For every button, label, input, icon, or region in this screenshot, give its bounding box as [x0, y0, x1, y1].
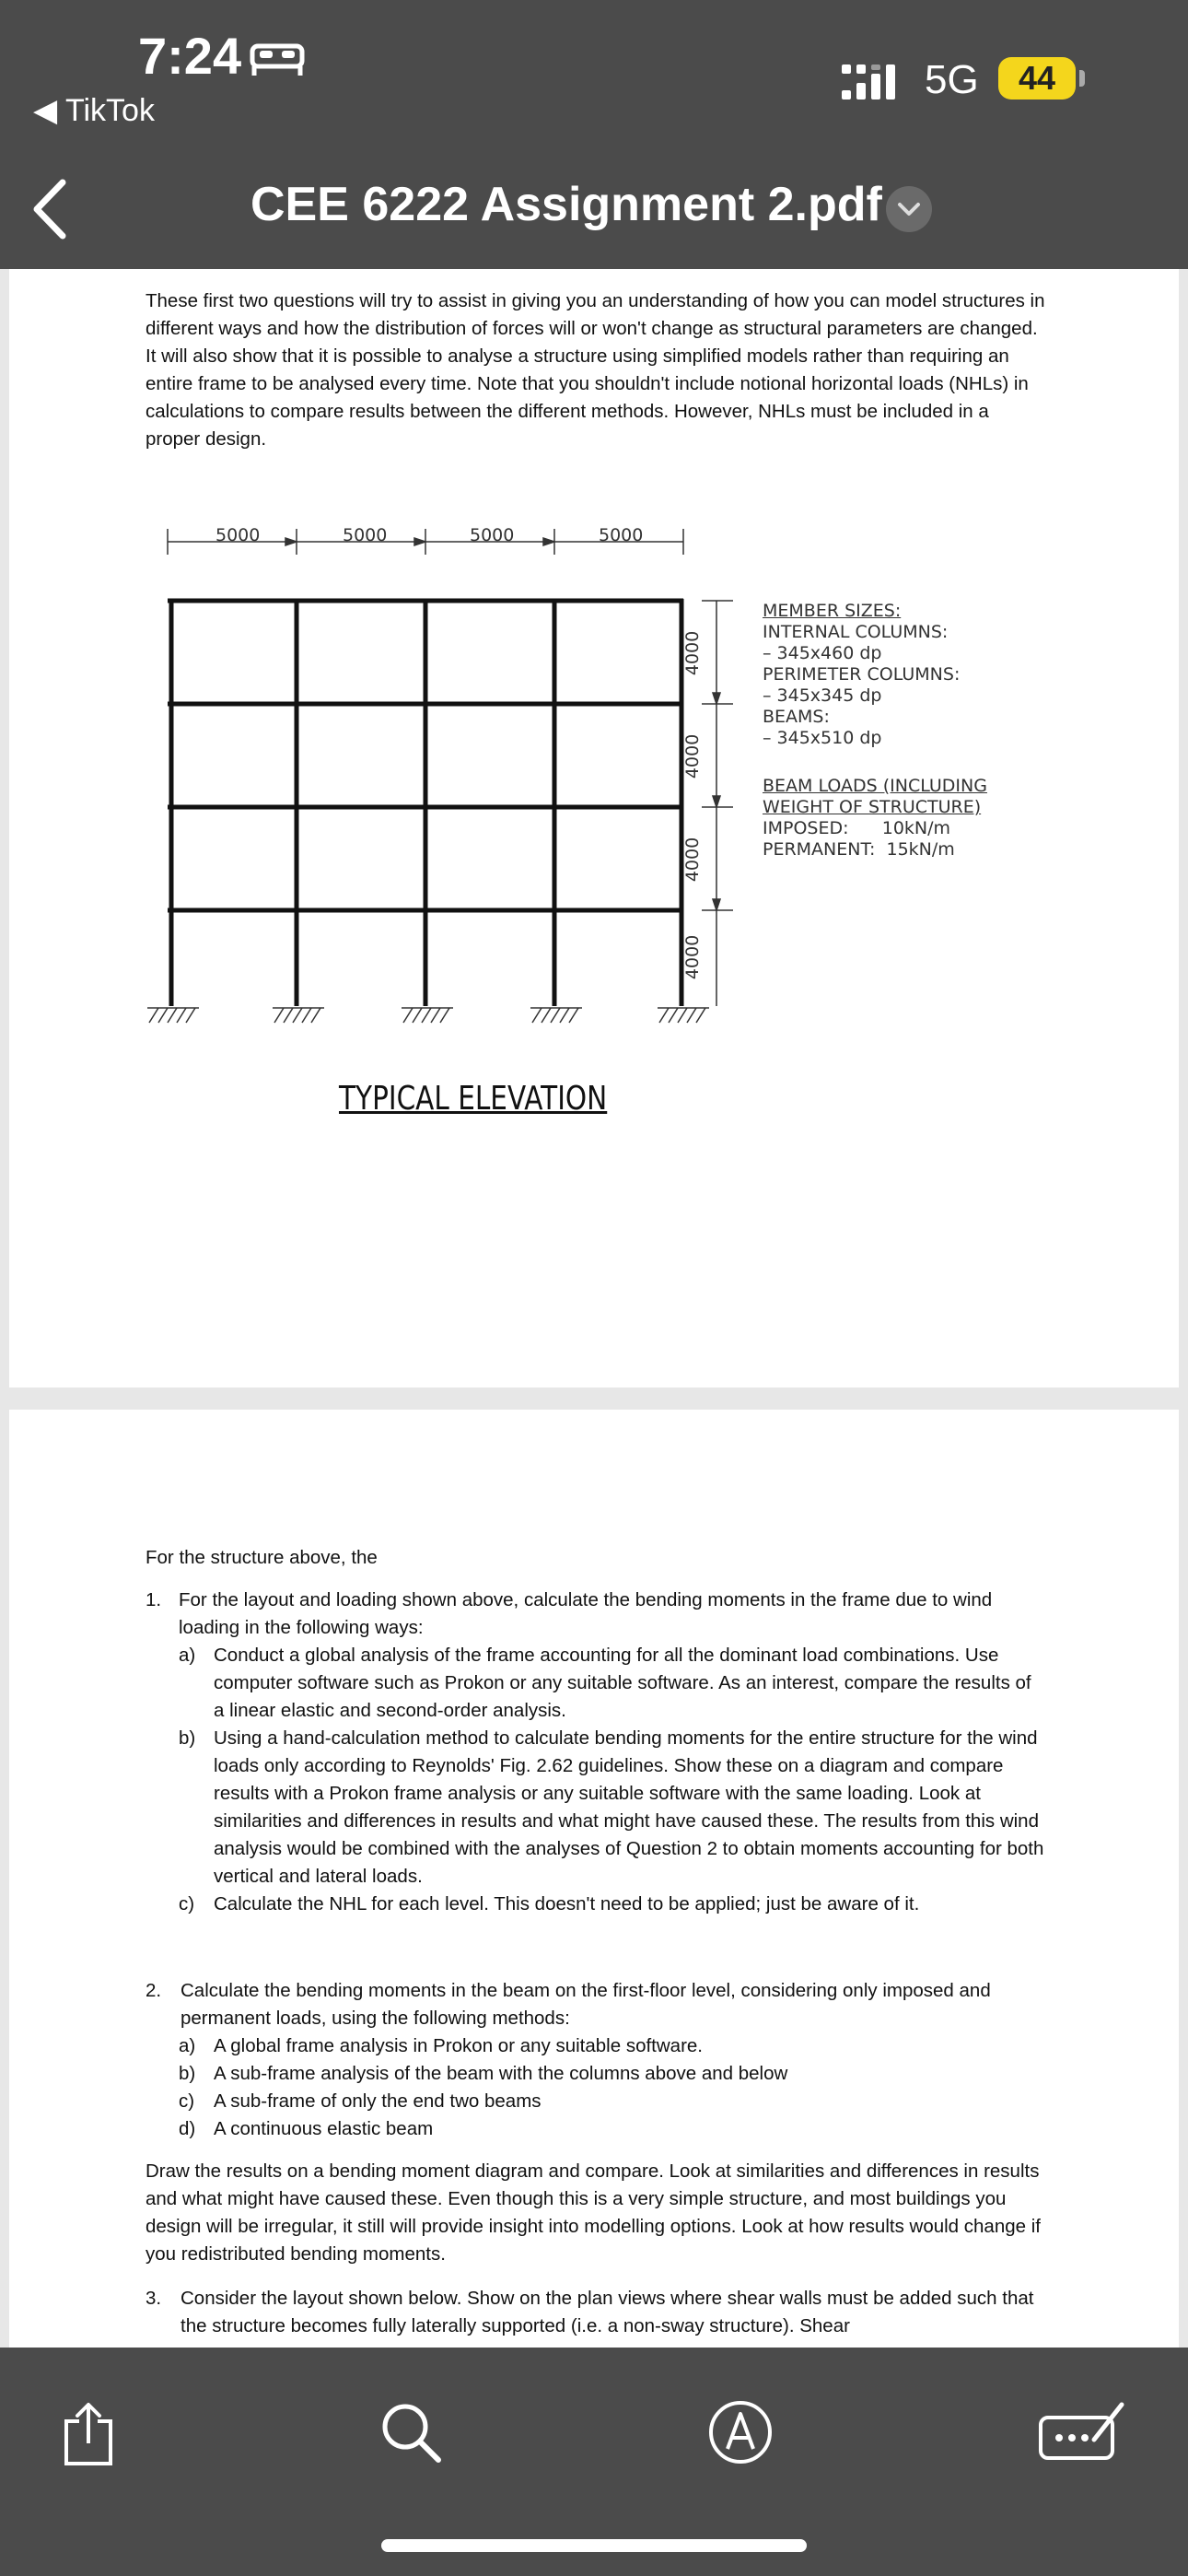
q2-number: 2.	[146, 1980, 162, 2001]
home-indicator[interactable]	[381, 2539, 807, 2552]
note-internal-size: – 345x460 dp	[763, 643, 882, 663]
pdf-page-2	[9, 1410, 1179, 2348]
storey-dim-3: 4000	[682, 837, 704, 883]
note-internal-columns: INTERNAL COLUMNS:	[763, 622, 949, 642]
bay-dim-4: 5000	[599, 525, 644, 545]
pdf-page-1	[9, 269, 1179, 1388]
drawing-caption: TYPICAL ELEVATION	[339, 1080, 608, 1118]
imposed-load: IMPOSED: 10kN/m	[763, 818, 951, 838]
intro-paragraph: These first two questions will try to assist in giving you an understanding of how you can model structures in different ways and how the distribution of forces will or won't change as structural parameters are changed. It will also show that it is possible to analyse a structure using simplified models rather than requiring an entire frame to be analysed every time. Note that you shouldn't include notional horizontal loads (NHLs) in calculations to compare results between the different methods. However, NHLs must be included in a proper design.	[146, 290, 1045, 450]
signature-icon[interactable]	[1037, 2395, 1129, 2465]
q2-text: Calculate the bending moments in the beam on the first-floor level, considering only imposed and permanent loads, using the following methods:	[181, 1980, 991, 2029]
frame-elevation-drawing	[9, 509, 1179, 1006]
q1-text: For the layout and loading shown above, calculate the bending moments in the frame due to wind loading in the following ways:	[179, 1589, 993, 1638]
q2b-text: A sub-frame analysis of the beam with the columns above and below	[214, 2063, 788, 2084]
q3-text: Consider the layout shown below. Show on the plan views where shear walls must be added such that the structure becomes fully laterally supported (i.e. a non-sway structure). Shear	[181, 2288, 1034, 2336]
note-beams-size: – 345x510 dp	[763, 728, 882, 748]
q2d-label: d)	[179, 2118, 196, 2139]
back-chevron-icon[interactable]	[29, 177, 70, 241]
q2-after-paragraph: Draw the results on a bending moment diagram and compare. Look at similarities and differences in results and what might have caused these. Even though this is a very simple structure, and most buildings you design will be irregular, it still will provide insight into modelling options. Look at how results would change if you redistributed bending moments.	[146, 2160, 1041, 2265]
markup-icon[interactable]	[707, 2399, 774, 2465]
search-icon[interactable]	[379, 2401, 444, 2465]
share-icon[interactable]	[59, 2399, 118, 2469]
q1c-text: Calculate the NHL for each level. This doesn't need to be applied; just be aware of it.	[214, 1893, 920, 1914]
title-menu-button[interactable]	[886, 186, 932, 232]
columns	[171, 599, 681, 1006]
permanent-load: PERMANENT: 15kN/m	[763, 839, 955, 860]
beam-loads-heading-2: WEIGHT OF STRUCTURE)	[763, 797, 982, 817]
q2a-label: a)	[179, 2035, 196, 2056]
bay-dim-2: 5000	[343, 525, 388, 545]
storey-dim-1: 4000	[682, 630, 704, 676]
beam-loads-heading: BEAM LOADS (INCLUDING	[763, 776, 987, 796]
fixed-supports	[9, 1006, 1179, 1034]
chevron-down-icon	[886, 186, 932, 232]
q1-number: 1.	[146, 1589, 162, 1610]
q1c-label: c)	[179, 1893, 195, 1914]
note-perimeter-size: – 345x345 dp	[763, 685, 882, 706]
q1b-label: b)	[179, 1727, 196, 1749]
q1a-label: a)	[179, 1645, 196, 1666]
network-type: 5G	[925, 57, 979, 102]
status-time: 7:24	[138, 27, 242, 85]
cellular-signal-icon	[840, 61, 904, 101]
battery-cap	[1079, 70, 1085, 87]
note-perimeter-columns: PERIMETER COLUMNS:	[763, 664, 961, 685]
q2c-text: A sub-frame of only the end two beams	[214, 2090, 542, 2112]
bay-dim-1: 5000	[215, 525, 261, 545]
q1a-text: Conduct a global analysis of the frame accounting for all the dominant load combinations. Use computer software such as Prokon or any suitable software. As an interest, compare the results of a linear elastic and second-order analysis.	[214, 1645, 1031, 1721]
sleep-focus-icon	[249, 39, 306, 77]
page2-lead: For the structure above, the	[146, 1547, 378, 1568]
q2b-label: b)	[179, 2063, 196, 2084]
back-to-app[interactable]: ◀ TikTok	[33, 93, 155, 128]
q3-number: 3.	[146, 2288, 162, 2309]
battery-level: 44	[998, 57, 1076, 100]
q2c-label: c)	[179, 2090, 195, 2112]
bay-dim-3: 5000	[470, 525, 515, 545]
storey-dim-2: 4000	[682, 733, 704, 779]
q1b-text: Using a hand-calculation method to calculate bending moments for the entire structure for the wind loads only according to Reynolds' Fig. 2.62 guidelines. Show these on a diagram and compare results with a Prokon frame analysis or any suitable software with the same loading. Look at similarities and differences in results and what might have caused these. The results from this wind analysis would be combined with the analyses of Question 2 to obtain moments accounting for both vertical and lateral loads.	[214, 1727, 1044, 1887]
status-and-nav-bar	[0, 0, 1188, 269]
q2d-text: A continuous elastic beam	[214, 2118, 434, 2139]
note-beams: BEAMS:	[763, 707, 830, 727]
q2a-text: A global frame analysis in Prokon or any suitable software.	[214, 2035, 703, 2056]
member-sizes-heading: MEMBER SIZES:	[763, 601, 902, 621]
storey-dim-4: 4000	[682, 934, 704, 980]
document-title[interactable]: CEE 6222 Assignment 2.pdf	[250, 178, 882, 231]
back-app-label: TikTok	[64, 93, 155, 128]
storey-dimension-line	[702, 601, 733, 1006]
